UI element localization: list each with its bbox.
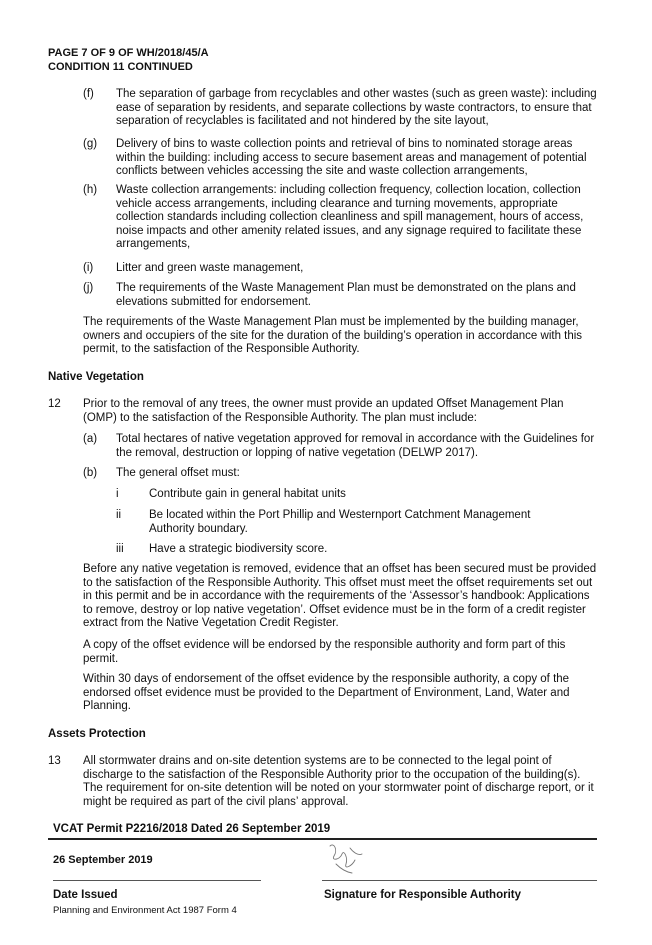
offset-evidence-paragraph: Before any native vegetation is removed, evidence that an offset has been secured must be provided to the satisfaction of the Responsible Authority. This offset must meet the offset requirements set out in this permit and be in accordance with the requirements of the ‘Assessor’s handbook: Applications to remove, destroy or lop native vegetation’. Offset evidence must be in the form of a credit register extract from the Native Vegetation Credit Register. bbox=[83, 563, 597, 630]
condition-13-number: 13 bbox=[48, 755, 61, 767]
condition-continued-header: CONDITION 11 CONTINUED bbox=[48, 61, 193, 73]
item-g-label: (g) bbox=[83, 138, 98, 150]
condition-13-text: All stormwater drains and on-site detention systems are to be connected to the legal point of discharge to the satisfaction of the Responsible Authority prior to the occupation of the building(s). The requirement for on-site detention will be noted on your stormwater point of discharge report, or it might be required as part of the civil plans’ approval. bbox=[83, 755, 594, 808]
item-g-text: Delivery of bins to waste collection points and retrieval of bins to nominated storage areas within the building: including access to secure basement areas and management of potential conflicts between vehicles accessing the site and waste collection arrangements, bbox=[116, 138, 587, 178]
item-b-label: (b) bbox=[83, 467, 98, 479]
signature-label: Signature for Responsible Authority bbox=[324, 889, 522, 901]
item-i-text: Litter and green waste management, bbox=[116, 262, 304, 274]
subitem-i-text: Contribute gain in general habitat units bbox=[149, 488, 346, 500]
item-h-label: (h) bbox=[83, 184, 98, 196]
offset-endorsement-paragraph: A copy of the offset evidence will be endorsed by the responsible authority and form part of this permit. bbox=[83, 639, 566, 665]
form-note: Planning and Environment Act 1987 Form 4 bbox=[53, 905, 237, 916]
condition-12-intro: Prior to the removal of any trees, the owner must provide an updated Offset Management Plan (OMP) to the satisfaction of the Responsible Authority. The plan must include: bbox=[83, 398, 564, 424]
subitem-ii-text: Be located within the Port Phillip and Westernport Catchment Management Authority boundary. bbox=[149, 509, 531, 535]
item-b-text: The general offset must: bbox=[116, 467, 240, 479]
offset-30-days-paragraph: Within 30 days of endorsement of the offset evidence by the responsible authority, a copy of the endorsed offset evidence must be provided to the Department of Environment, Land, Water and Planning. bbox=[83, 673, 570, 713]
page-number-header: PAGE 7 OF 9 OF WH/2018/45/A bbox=[48, 47, 209, 59]
item-a-text: Total hectares of native vegetation approved for removal in accordance with the Guidelines for the removal, destruction or lopping of native vegetation (DELWP 2017). bbox=[116, 433, 595, 459]
condition-12-number: 12 bbox=[48, 398, 61, 410]
date-issued-label: Date Issued bbox=[53, 889, 118, 901]
native-vegetation-heading: Native Vegetation bbox=[48, 371, 144, 383]
item-j-text: The requirements of the Waste Management Plan must be demonstrated on the plans and elevations submitted for endorsement. bbox=[116, 282, 576, 308]
assets-protection-heading: Assets Protection bbox=[48, 728, 146, 740]
subitem-iii-text: Have a strategic biodiversity score. bbox=[149, 543, 328, 555]
condition11-closing-paragraph: The requirements of the Waste Management Plan must be implemented by the building manager, owners and occupiers of the site for the duration of the building’s operation in accordance with this permit, to the satisfaction of the Responsible Authority. bbox=[83, 316, 583, 356]
subitem-ii-label: ii bbox=[116, 509, 122, 521]
item-i-label: (i) bbox=[83, 262, 94, 274]
item-j-label: (j) bbox=[83, 282, 94, 294]
subitem-i-label: i bbox=[116, 488, 119, 500]
item-a-label: (a) bbox=[83, 433, 98, 445]
item-f-text: The separation of garbage from recyclables and other wastes (such as green waste): including ease of separation by residents, and separate collections by waste contractors, to ensure that separation of recyclables is facilitated and not hindered by the site layout, bbox=[116, 88, 597, 128]
date-signature-rule bbox=[53, 880, 261, 881]
authority-signature-rule bbox=[322, 880, 597, 881]
issue-date: 26 September 2019 bbox=[53, 854, 153, 866]
subitem-iii-label: iii bbox=[116, 543, 124, 555]
vcat-permit-line: VCAT Permit P2216/2018 Dated 26 September 2019 bbox=[53, 823, 331, 835]
item-h-text: Waste collection arrangements: including collection frequency, collection location, collection vehicle access arrangements, including clearance and turning movements, appropriate collection standards including collection cleanliness and spill management, hours of access, noise impacts and other amenity related issues, and any signage required to facilitate these arrangements, bbox=[116, 184, 584, 251]
signature-image bbox=[322, 840, 368, 878]
item-f-label: (f) bbox=[83, 88, 94, 100]
